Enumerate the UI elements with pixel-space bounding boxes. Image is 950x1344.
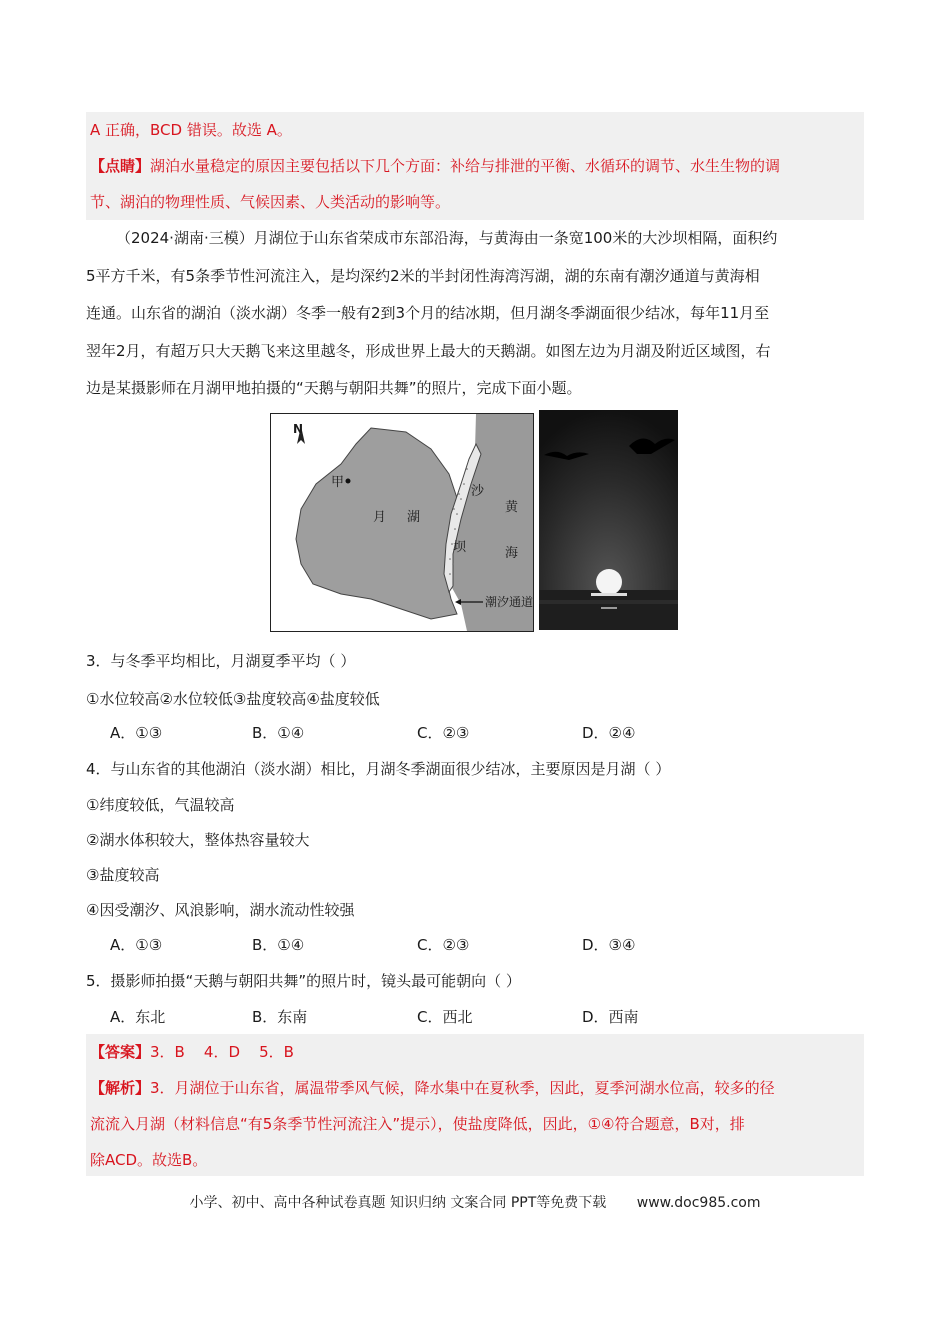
answer-tag: 【答案】 bbox=[90, 1043, 151, 1061]
q5-option-a[interactable]: A．东北 bbox=[110, 1008, 166, 1026]
figure bbox=[270, 410, 680, 632]
answer-block bbox=[86, 1034, 864, 1176]
question-5-stem: 5．摄影师拍摄“天鹅与朝阳共舞”的照片时，镜头最可能朝向（ ） bbox=[86, 972, 521, 990]
answer-continuation-block bbox=[86, 112, 864, 220]
tip-text-1: 湖泊水量稳定的原因主要包括以下几个方面：补给与排泄的平衡、水循环的调节、水生生物的调 bbox=[150, 157, 781, 175]
analysis-text-2: 流流入月湖（材料信息“有5条季节性河流注入”提示），使盐度降低，因此，①④符合题意，B对，排 bbox=[90, 1115, 745, 1133]
q3-option-b[interactable]: B．①④ bbox=[252, 724, 305, 742]
sand-label-1: 沙 bbox=[471, 484, 485, 499]
question-4-item: ③盐度较高 bbox=[86, 866, 160, 884]
analysis-tag: 【解析】 bbox=[90, 1079, 151, 1097]
passage bbox=[86, 220, 864, 408]
answer-continuation-line: A 正确，BCD 错误。故选 A。 bbox=[90, 121, 292, 139]
tip-text-2: 节、湖泊的物理性质、气候因素、人类活动的影响等。 bbox=[90, 193, 451, 211]
question-4-item: ①纬度较低，气温较高 bbox=[86, 796, 235, 814]
swan-sunrise-photo bbox=[539, 410, 678, 630]
passage-line: 5平方千米，有5条季节性河流注入，是均深约2米的半封闭性海湾泻湖，湖的东南有潮汐通道与黄海相 bbox=[86, 266, 760, 285]
analysis-line bbox=[86, 1070, 864, 1106]
q5-option-c[interactable]: C．西北 bbox=[417, 1008, 473, 1026]
answer-text: 3．B 4．D 5．B bbox=[150, 1043, 294, 1061]
q3-option-d[interactable]: D．②④ bbox=[582, 724, 636, 742]
tip-paragraph bbox=[86, 148, 864, 184]
q5-option-d[interactable]: D．西南 bbox=[582, 1008, 639, 1026]
question-4-stem: 4．与山东省的其他湖泊（淡水湖）相比，月湖冬季湖面很少结冰，主要原因是月湖（ ） bbox=[86, 760, 671, 778]
q3-option-a[interactable]: A．①③ bbox=[110, 724, 163, 742]
question-3-stem: 3．与冬季平均相比，月湖夏季平均（ ） bbox=[86, 652, 356, 670]
channel-arrow-head bbox=[455, 599, 461, 605]
q4-option-b[interactable]: B．①④ bbox=[252, 936, 305, 954]
passage-line: 边是某摄影师在月湖甲地拍摄的“天鹅与朝阳共舞”的照片，完成下面小题。 bbox=[86, 379, 582, 397]
passage-line: 翌年2月，有超万只大天鹅飞来这里越冬，形成世界上最大的天鹅湖。如图左边为月湖及附近区域图，右 bbox=[86, 341, 771, 360]
sea-label-1: 黄 bbox=[505, 500, 519, 515]
q4-option-c[interactable]: C．②③ bbox=[417, 936, 470, 954]
lake-label-2: 湖 bbox=[407, 510, 421, 525]
sand-label-2: 坝 bbox=[453, 540, 467, 555]
passage-line: 连通。山东省的湖泊（淡水湖）冬季一般有2到3个月的结冰期，但月湖冬季湖面很少结冰，每年11月至 bbox=[86, 304, 770, 322]
question-3-items: ①水位较高②水位较低③盐度较高④盐度较低 bbox=[86, 690, 380, 708]
q3-option-c[interactable]: C．②③ bbox=[417, 724, 470, 742]
photo-drawing bbox=[539, 410, 678, 630]
lake-label-1: 月 bbox=[373, 510, 387, 525]
footer-link[interactable]: www.doc985.com bbox=[636, 1195, 761, 1211]
q4-option-a[interactable]: A．①③ bbox=[110, 936, 163, 954]
answer-line bbox=[86, 1034, 864, 1070]
sun bbox=[596, 569, 622, 595]
point-jia-label: 甲 bbox=[331, 475, 345, 490]
q4-option-d[interactable]: D．③④ bbox=[582, 936, 636, 954]
analysis-text-1: 3．月湖位于山东省，属温带季风气候，降水集中在夏秋季，因此，夏季河湖水位高，较多的径 bbox=[150, 1079, 775, 1097]
page-footer bbox=[0, 1192, 950, 1212]
question-4-item: ④因受潮汐、风浪影响，湖水流动性较强 bbox=[86, 901, 355, 919]
lake-map bbox=[270, 413, 534, 632]
point-jia-marker bbox=[346, 479, 351, 484]
footer-text: 小学、初中、高中各种试卷真题 知识归纳 文案合同 PPT等免费下载 bbox=[189, 1195, 607, 1211]
sea-label-2: 海 bbox=[505, 546, 519, 561]
channel-label: 潮汐通道 bbox=[485, 595, 534, 609]
q5-option-b[interactable]: B．东南 bbox=[252, 1008, 308, 1026]
tip-tag: 【点睛】 bbox=[90, 157, 151, 175]
north-label: N bbox=[293, 422, 304, 436]
analysis-text-3: 除ACD。故选B。 bbox=[90, 1151, 208, 1169]
passage-line: （2024·湖南·三模）月湖位于山东省荣成市东部沿海，与黄海由一条宽100米的大沙坝相隔，面积约 bbox=[116, 229, 778, 247]
question-4-item: ②湖水体积较大，整体热容量较大 bbox=[86, 831, 310, 849]
